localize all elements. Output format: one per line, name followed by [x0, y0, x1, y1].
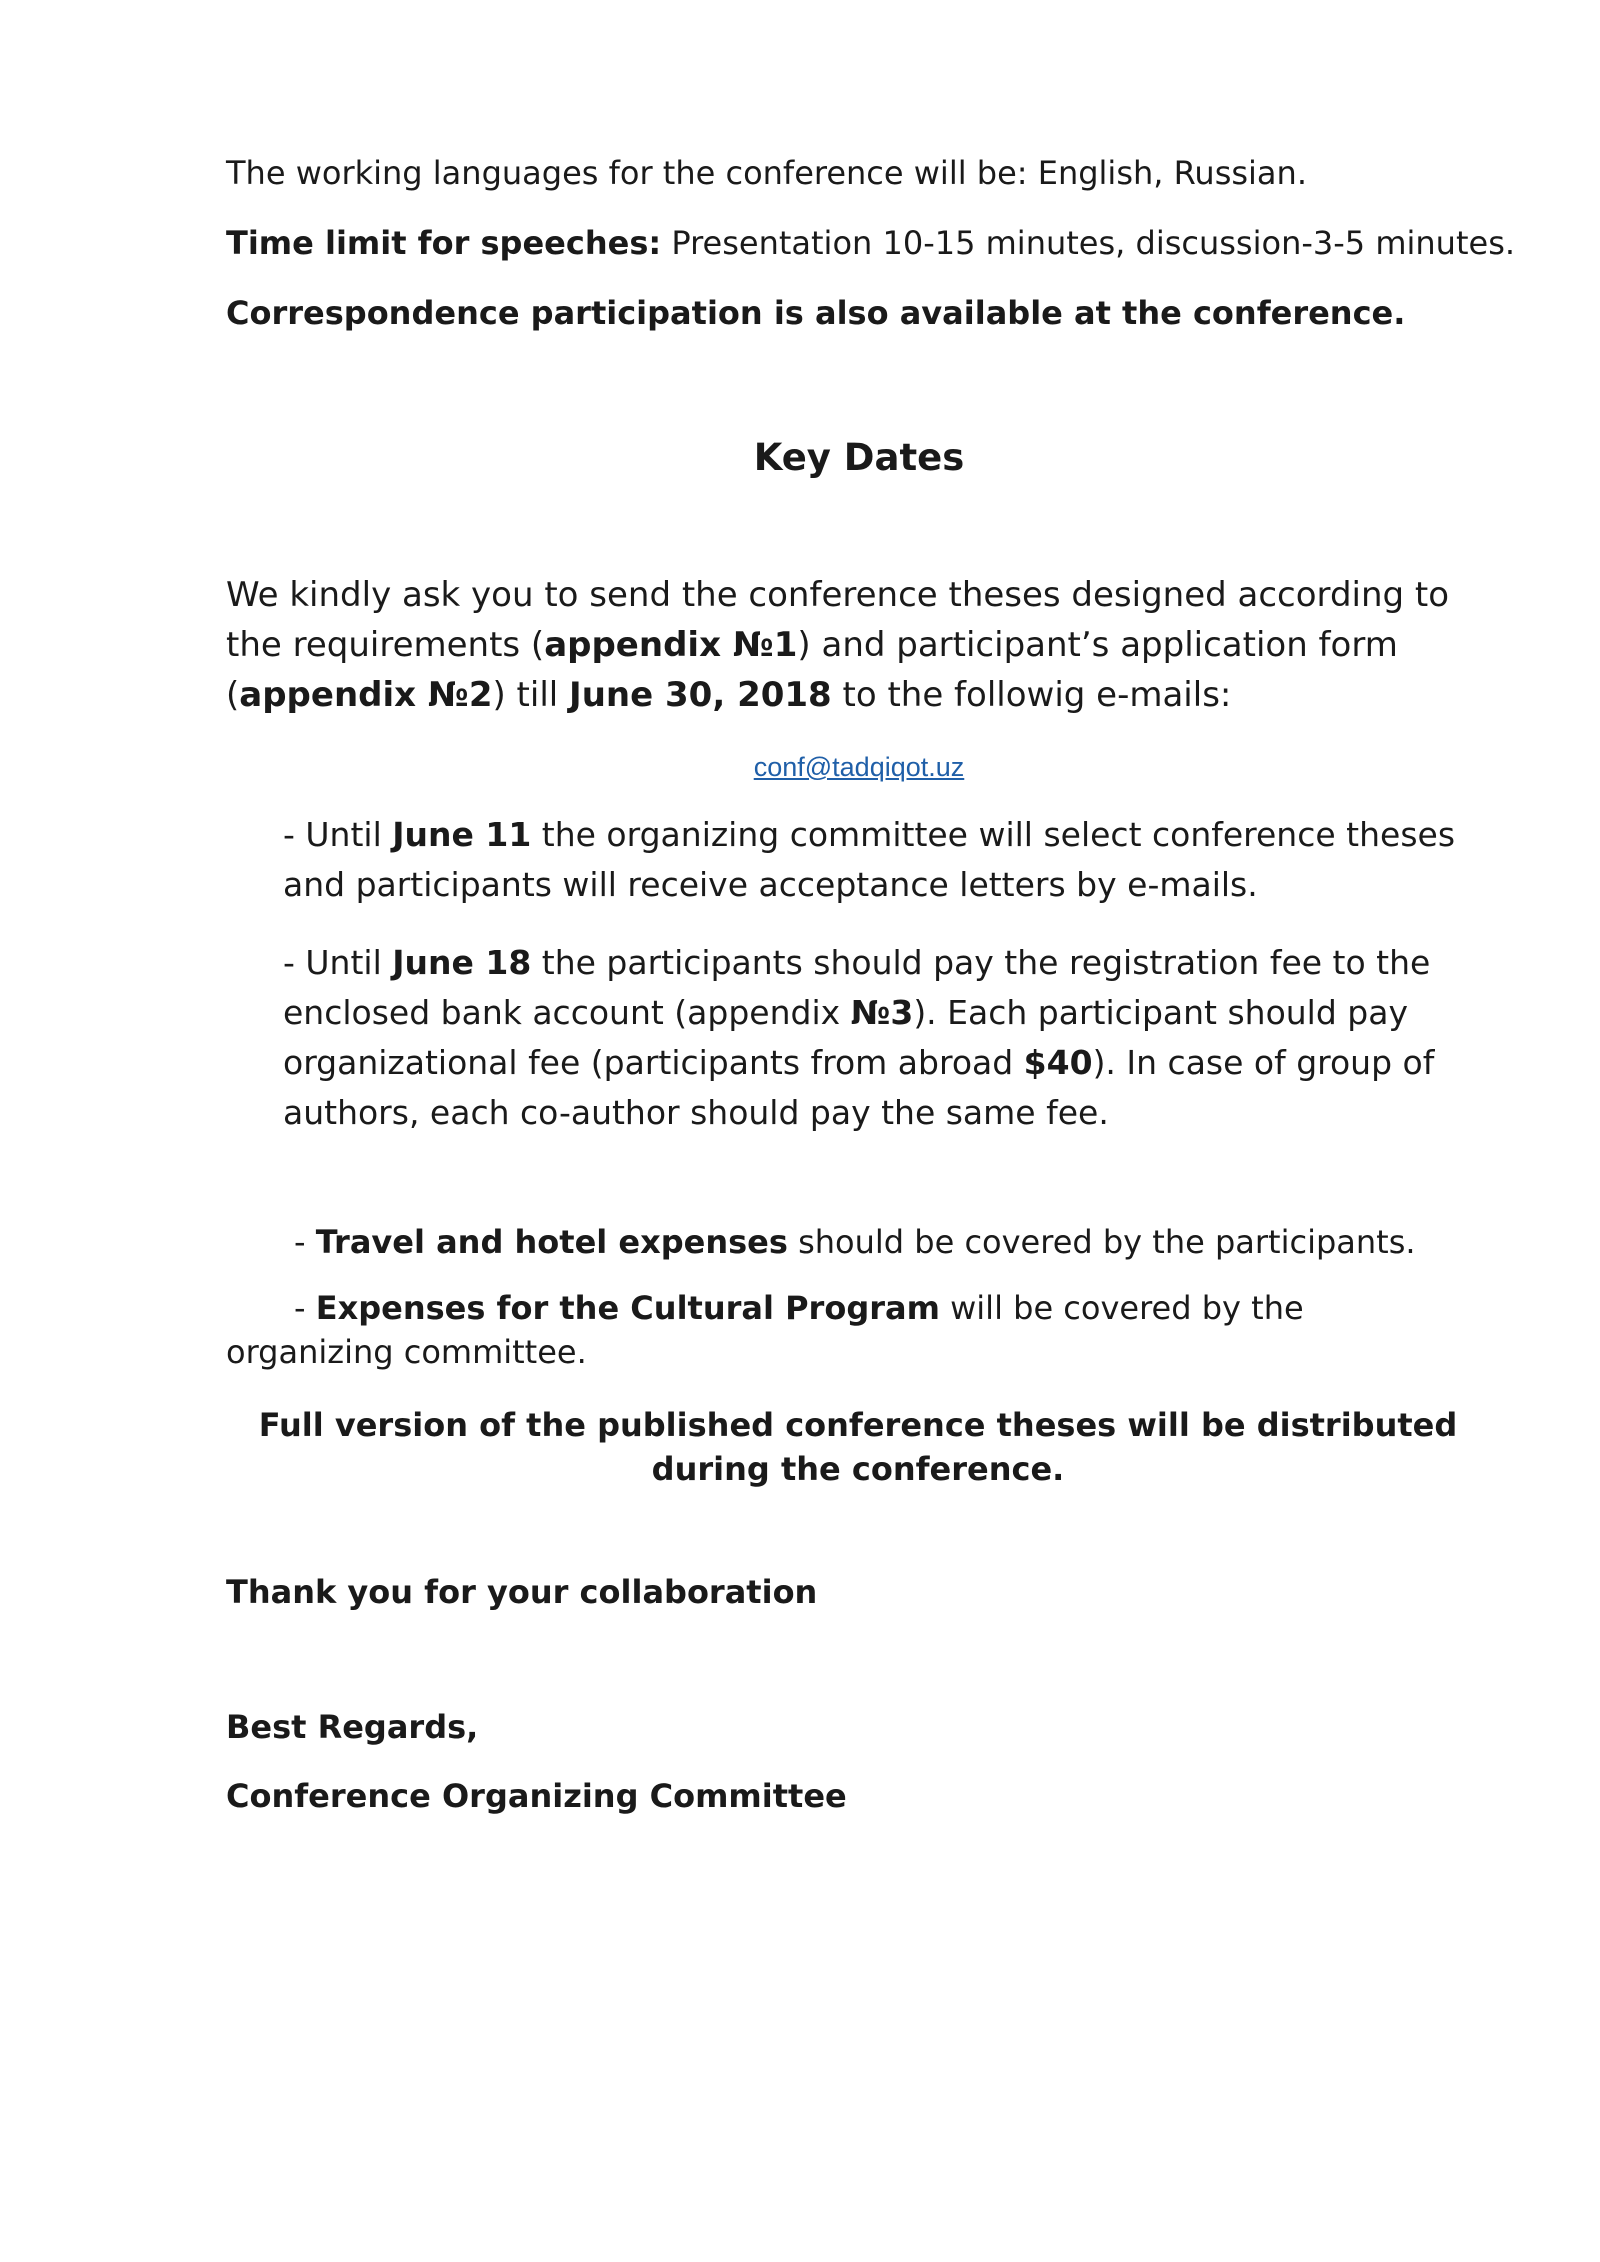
- item-date: June 11: [392, 815, 532, 854]
- request-text-3: ) till: [492, 675, 570, 715]
- item-text-2: ). Each participant should pay organizational fee (participants from abroad: [283, 993, 1408, 1082]
- time-limit-text: Presentation 10-15 minutes, discussion-3-5 minutes.: [661, 224, 1516, 262]
- cultural-program-item: [226, 1286, 1426, 1374]
- thanks-text: Thank you for your collaboration: [226, 1573, 818, 1611]
- signature-text: Conference Organizing Committee: [226, 1777, 847, 1815]
- item-prefix: - Until: [283, 815, 393, 854]
- key-date-item-june-18: [283, 938, 1493, 1138]
- item-bold: Travel and hotel expenses: [315, 1223, 788, 1261]
- regards-text: Best Regards,: [226, 1708, 479, 1746]
- deadline-date: June 30, 2018: [569, 675, 832, 715]
- full-version-text: Full version of the published conference theses will be distributed during the conference.: [258, 1406, 1458, 1488]
- full-version-note: [226, 1403, 1490, 1491]
- thanks-line: [226, 1567, 817, 1617]
- item-text-3: ). In case of group of authors, each co-author should pay the same fee.: [283, 1043, 1435, 1132]
- travel-expenses-item: [294, 1217, 1416, 1267]
- item-bold: Expenses for the Cultural Program: [315, 1289, 940, 1327]
- request-text-2: ) and participant’s application form (: [226, 625, 1398, 715]
- key-date-item-june-11: [283, 810, 1483, 910]
- key-dates-heading: Key Dates: [753, 436, 965, 479]
- fee-amount: $40: [1023, 1043, 1093, 1082]
- correspondence-text: Correspondence participation is also available at the conference.: [226, 294, 1406, 332]
- item-prefix: - Until: [283, 943, 393, 982]
- signature-line: [226, 1771, 847, 1821]
- request-text-4: to the followig e-mails:: [831, 675, 1232, 715]
- item-prefix: -: [294, 1223, 316, 1261]
- item-text: the organizing committee will select conference theses and participants will receive acceptance letters by e-mails.: [283, 815, 1456, 904]
- regards-line: [226, 1702, 478, 1752]
- appendix-1-ref: appendix №1: [544, 625, 798, 665]
- item-text: will be covered by the organizing committee.: [226, 1289, 1304, 1371]
- request-paragraph: [226, 570, 1476, 720]
- time-limit-paragraph: [226, 218, 1515, 268]
- request-text-1: We kindly ask you to send the conference theses designed according to the requirements (: [226, 575, 1450, 665]
- item-date: June 18: [392, 943, 532, 982]
- time-limit-label: Time limit for speeches:: [226, 224, 662, 262]
- item-text-1: the participants should pay the registration fee to the enclosed bank account (appendix: [283, 943, 1431, 1032]
- appendix-3-ref: №3: [850, 993, 914, 1032]
- item-prefix: -: [294, 1289, 316, 1327]
- correspondence-paragraph: [226, 288, 1405, 338]
- appendix-2-ref: appendix №2: [239, 675, 493, 715]
- item-text: should be covered by the participants.: [787, 1223, 1416, 1261]
- languages-paragraph: The working languages for the conference will be: English, Russian.: [226, 154, 1307, 192]
- contact-email-link[interactable]: conf@tadqiqot.uz: [753, 752, 965, 782]
